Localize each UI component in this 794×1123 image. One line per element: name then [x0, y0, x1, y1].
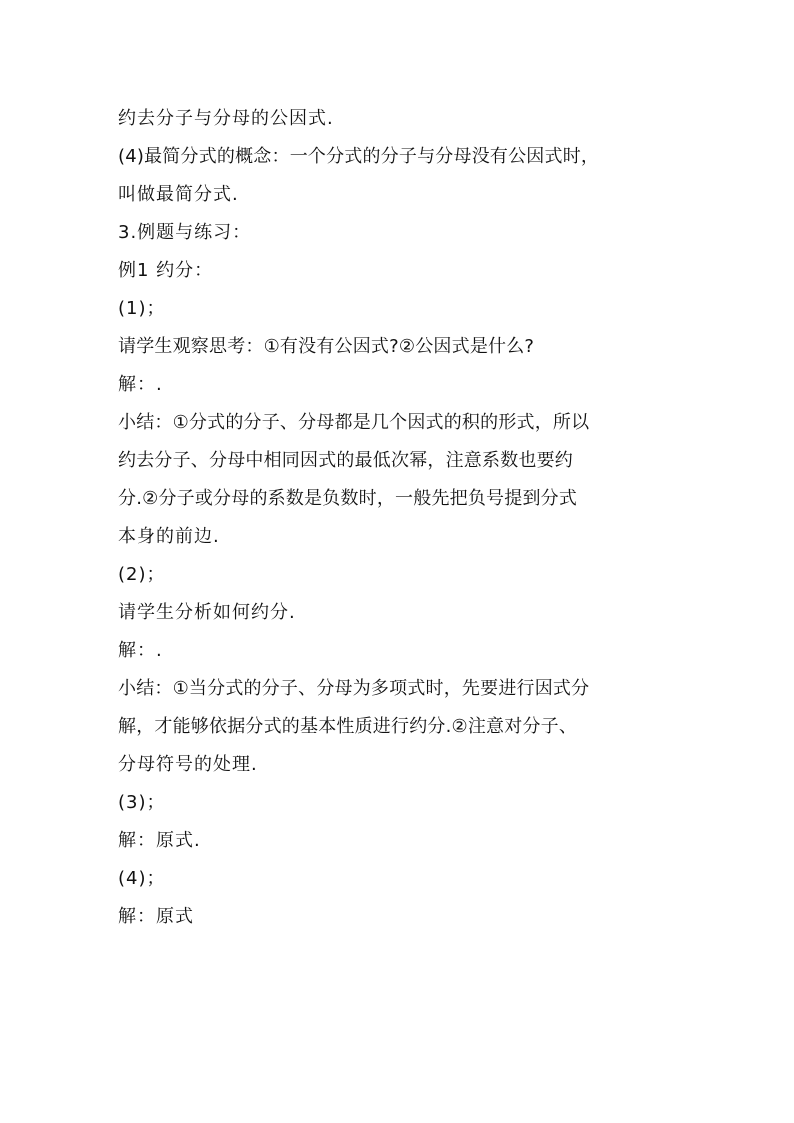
text-line: 约去分子与分母的公因式. [118, 108, 334, 129]
text-line: 分母符号的处理. [118, 754, 258, 775]
solution-line: 解：原式. [118, 830, 201, 851]
problem-label: (2)； [118, 564, 166, 585]
text-line: 请学生分析如何约分. [118, 602, 296, 623]
text-line: 请学生观察思考：①有没有公因式?②公因式是什么? [118, 336, 535, 357]
solution-line: 解：. [118, 374, 163, 395]
example-heading: 例1 约分： [118, 260, 214, 281]
text-line: 分.②分子或分母的系数是负数时，一般先把负号提到分式 [118, 488, 578, 509]
summary-line: 小结：①分式的分子、分母都是几个因式的积的形式，所以 [118, 412, 590, 433]
problem-label: (4)； [118, 868, 166, 889]
problem-label: (3)； [118, 792, 166, 813]
summary-line: 小结：①当分式的分子、分母为多项式时，先要进行因式分 [118, 678, 590, 699]
text-line: 约去分子、分母中相同因式的最低次幂，注意系数也要约 [118, 450, 573, 471]
solution-line: 解：. [118, 640, 163, 661]
document-body [118, 100, 688, 936]
problem-label: (1)； [118, 298, 166, 319]
text-line: 本身的前边. [118, 526, 220, 547]
text-line: 解，才能够依据分式的基本性质进行约分.②注意对分子、 [118, 716, 578, 737]
section-heading: 3.例题与练习： [118, 222, 252, 243]
solution-line: 解：原式 [118, 906, 194, 927]
text-line: (4)最简分式的概念：一个分式的分子与分母没有公因式时， [118, 146, 600, 167]
text-line: 叫做最简分式. [118, 184, 239, 205]
